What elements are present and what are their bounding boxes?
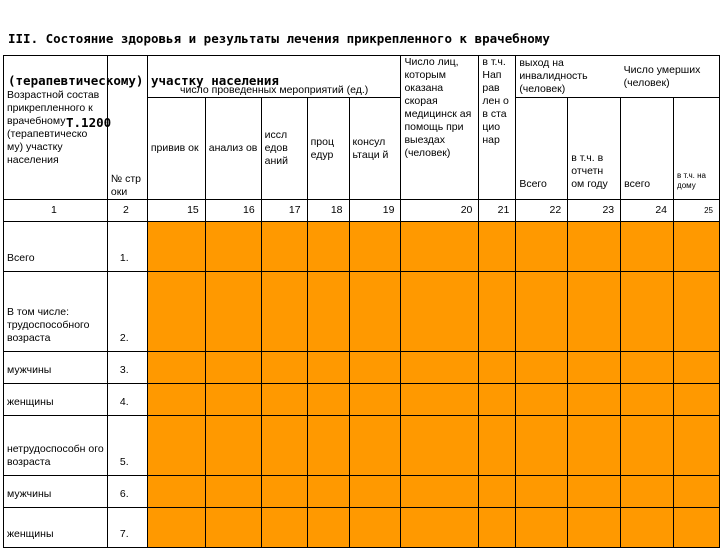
data-cell[interactable] [516,352,568,384]
row-label: В том числе: трудоспособного возраста [4,272,108,352]
header-examinations: иссл едов аний [261,98,307,200]
data-cell[interactable] [307,476,349,508]
column-number: 25 [674,200,720,222]
column-number: 19 [349,200,401,222]
table-row [4,272,720,352]
data-cell[interactable] [349,384,401,416]
column-number: 24 [621,200,674,222]
data-cell[interactable] [147,272,205,352]
data-cell[interactable] [307,222,349,272]
data-cell[interactable] [568,476,621,508]
column-number: 2 [107,200,147,222]
column-number: 15 [147,200,205,222]
data-cell[interactable] [401,476,479,508]
column-number: 23 [568,200,621,222]
row-number: 7. [107,508,147,548]
column-number: 20 [401,200,479,222]
column-number: 17 [261,200,307,222]
row-label: Всего [4,222,108,272]
data-cell[interactable] [568,416,621,476]
header-disability-group: выход на инвалидность (человек) [516,56,621,98]
header-row-no: № стр оки [107,56,147,200]
data-cell[interactable] [479,476,516,508]
health-results-table [3,55,720,548]
data-cell[interactable] [674,416,720,476]
data-cell[interactable] [205,416,261,476]
data-cell[interactable] [307,352,349,384]
data-cell[interactable] [401,352,479,384]
data-cell[interactable] [621,352,674,384]
row-number: 4. [107,384,147,416]
header-vaccinations: привив ок [147,98,205,200]
data-cell[interactable] [349,476,401,508]
data-cell[interactable] [516,272,568,352]
data-cell[interactable] [479,352,516,384]
column-number: 22 [516,200,568,222]
row-label: женщины [4,384,108,416]
data-cell[interactable] [401,272,479,352]
data-cell[interactable] [621,272,674,352]
data-cell[interactable] [479,384,516,416]
row-label: мужчины [4,476,108,508]
data-cell[interactable] [479,416,516,476]
row-label: нетрудоспособн ого возраста [4,416,108,476]
header-population: Возрастной состав прикрепленного к врачебному (терапевтическо му) участку населения [4,56,108,200]
data-cell[interactable] [349,352,401,384]
header-analyses: анализ ов [205,98,261,200]
data-cell[interactable] [349,222,401,272]
data-cell[interactable] [261,476,307,508]
table-row [4,508,720,548]
header-deaths-total: всего [621,98,674,200]
data-cell[interactable] [621,508,674,548]
header-narcological: в т.ч. Нап рав лен о в ста цио нар [479,56,516,200]
data-cell[interactable] [479,272,516,352]
data-cell[interactable] [568,272,621,352]
row-number: 1. [107,222,147,272]
data-cell[interactable] [516,476,568,508]
column-number: 18 [307,200,349,222]
row-number: 2. [107,272,147,352]
data-cell[interactable] [674,272,720,352]
data-cell[interactable] [479,508,516,548]
column-number: 1 [4,200,108,222]
title-line-2: (терапевтическому) участку населения [8,73,279,88]
data-cell[interactable] [674,222,720,272]
data-cell[interactable] [516,222,568,272]
data-cell[interactable] [349,272,401,352]
data-cell[interactable] [147,476,205,508]
table-row [4,416,720,476]
row-number: 6. [107,476,147,508]
data-cell[interactable] [674,508,720,548]
data-cell[interactable] [516,508,568,548]
data-cell[interactable] [568,508,621,548]
data-cell[interactable] [261,352,307,384]
header-measures-group: число проведенных мероприятий (ед.) [147,56,401,98]
title-line-1: III. Состояние здоровья и результаты лечения прикрепленного к врачебному [8,31,550,46]
row-number: 3. [107,352,147,384]
data-cell[interactable] [147,352,205,384]
data-cell[interactable] [674,384,720,416]
header-disability-total: Всего [516,98,568,200]
data-cell[interactable] [516,416,568,476]
data-cell[interactable] [621,476,674,508]
data-cell[interactable] [401,416,479,476]
data-cell[interactable] [261,416,307,476]
column-number-row [4,200,720,222]
header-consultations: консул ьтаци й [349,98,401,200]
header-deaths-home: в т.ч. на дому [674,98,720,200]
header-procedures: проц едур [307,98,349,200]
data-cell[interactable] [205,272,261,352]
title-line-3: Т.1200 [66,115,112,130]
data-cell[interactable] [307,272,349,352]
column-number: 21 [479,200,516,222]
data-cell[interactable] [147,508,205,548]
data-cell[interactable] [261,272,307,352]
data-cell[interactable] [147,222,205,272]
data-cell[interactable] [401,222,479,272]
data-cell[interactable] [205,222,261,272]
data-cell[interactable] [621,416,674,476]
data-cell[interactable] [674,476,720,508]
data-cell[interactable] [205,384,261,416]
data-cell[interactable] [674,352,720,384]
header-disability-year: в т.ч. в отчетн ом году [568,98,621,200]
table-row [4,384,720,416]
table-row [4,222,720,272]
header-deaths-group: Число умерших (человек) [621,56,720,98]
data-cell[interactable] [205,508,261,548]
data-cell[interactable] [479,222,516,272]
data-cell[interactable] [621,384,674,416]
data-cell[interactable] [401,508,479,548]
data-cell[interactable] [516,384,568,416]
data-cell[interactable] [307,416,349,476]
header-ambulance: Число лиц, которым оказана скорая медицинск ая помощь при выездах (человек) [401,56,479,200]
data-cell[interactable] [401,384,479,416]
data-cell[interactable] [568,352,621,384]
data-cell[interactable] [568,384,621,416]
column-number: 16 [205,200,261,222]
data-cell[interactable] [205,476,261,508]
row-label: женщины [4,508,108,548]
data-cell[interactable] [261,508,307,548]
data-cell[interactable] [147,384,205,416]
data-cell[interactable] [621,222,674,272]
data-cell[interactable] [205,352,261,384]
data-cell[interactable] [349,416,401,476]
data-cell[interactable] [568,222,621,272]
data-cell[interactable] [261,222,307,272]
data-cell[interactable] [349,508,401,548]
data-cell[interactable] [261,384,307,416]
table-row [4,352,720,384]
data-cell[interactable] [147,416,205,476]
row-number: 5. [107,416,147,476]
table-row [4,476,720,508]
data-cell[interactable] [307,384,349,416]
data-cell[interactable] [307,508,349,548]
row-label: мужчины [4,352,108,384]
